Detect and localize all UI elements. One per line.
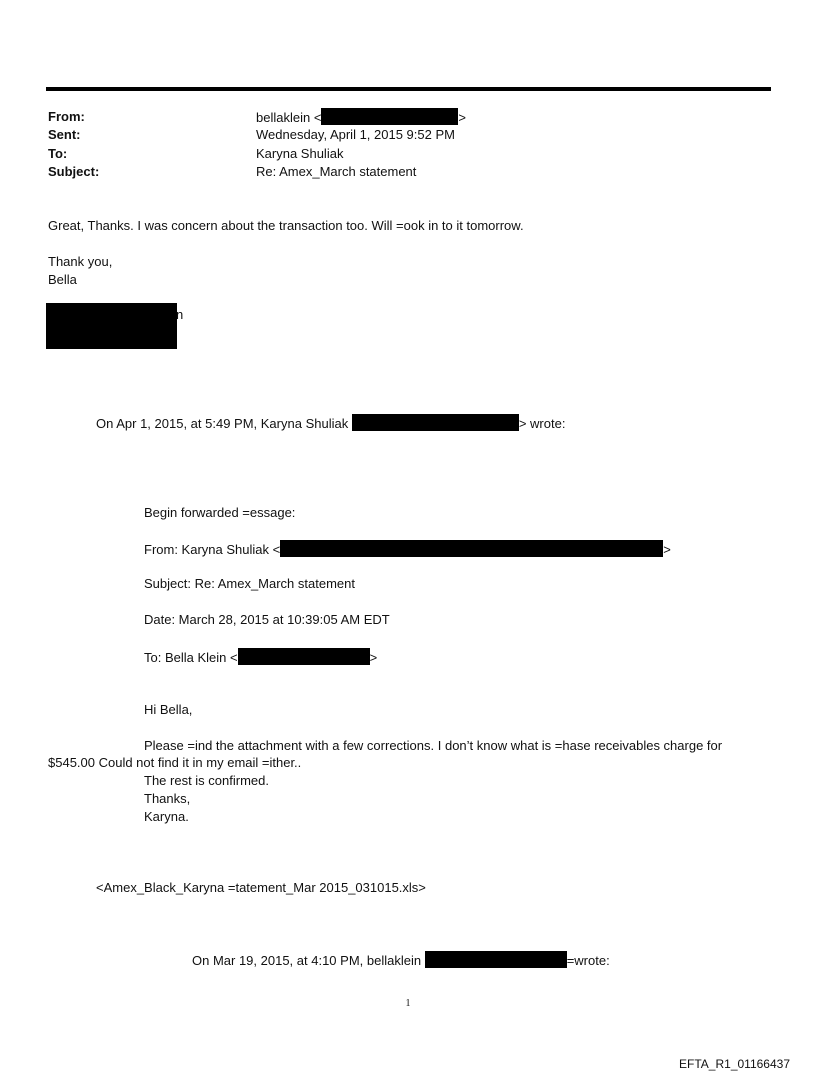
subject-value: Re: Amex_March statement [256,164,417,179]
name-line: Karyna. [144,809,189,824]
para-line: $545.00 Could not find it in my email =ither.. [48,755,302,770]
fwd-from-prefix: From: Karyna Shuliak < [144,542,281,557]
bates-number: EFTA_R1_01166437 [679,1057,790,1071]
sent-label: Sent: [48,127,81,142]
fwd-to-suffix: > [369,650,378,665]
fwd-date: Date: March 28, 2015 at 10:39:05 AM EDT [144,612,390,627]
header-rule [46,87,771,91]
quote-intro-prefix: On Apr 1, 2015, at 5:49 PM, Karyna Shuliak [96,416,349,431]
fwd-to [144,648,377,666]
confirmed-line: The rest is confirmed. [144,773,269,788]
redaction [238,648,370,665]
body-line: Great, Thanks. I was concern about the transaction too. Will =ook in to it tomorrow. [48,218,524,233]
quote2-intro-prefix: On Mar 19, 2015, at 4:10 PM, bellaklein [192,953,422,968]
from-value-prefix: bellaklein < [256,110,322,125]
page-number: 1 [405,998,411,1009]
attachment-name[interactable]: <Amex_Black_Karyna =tatement_Mar 2015_031015.xls> [96,880,426,895]
greeting: Hi Bella, [144,702,193,717]
sent-value: Wednesday, April 1, 2015 9:52 PM [256,127,455,142]
quote2-intro [192,951,610,969]
forwarded-line: Begin forwarded =essage: [144,505,296,520]
quote2-intro-suffix: =wrote: [566,953,610,968]
quote-intro [96,414,565,432]
quote-intro-suffix: > wrote: [518,416,566,431]
signoff: Thank you, [48,254,113,269]
to-label: To: [48,146,68,161]
redaction [352,414,519,431]
para-line: Please =ind the attachment with a few corrections. I don’t know what is =hase receivables charge for [144,738,723,753]
signature: Bella [48,272,77,287]
redaction [280,540,663,557]
signature-stub: n [176,307,184,322]
fwd-from-suffix: > [663,542,671,557]
fwd-subject: Subject: Re: Amex_March statement [144,576,355,591]
from-value-suffix: > [458,110,466,125]
from-value [256,108,466,126]
fwd-from [144,540,671,558]
redaction [425,951,567,968]
fwd-to-prefix: To: Bella Klein < [144,650,238,665]
from-label: From: [48,109,85,124]
redaction [321,108,458,125]
to-value: Karyna Shuliak [256,146,344,161]
signature-redaction [46,303,177,349]
subject-label: Subject: [48,164,100,179]
thanks-line: Thanks, [144,791,191,806]
